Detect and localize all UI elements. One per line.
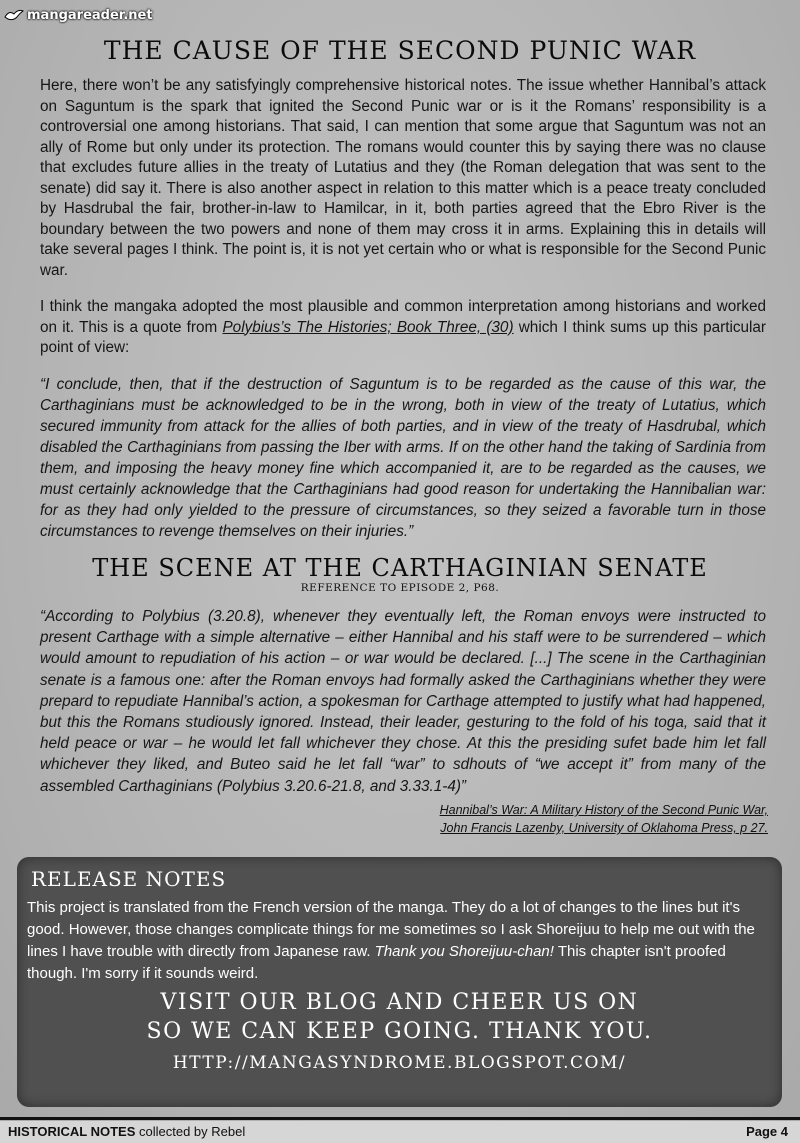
release-notes-body: This project is translated from the French version of the manga. They do a lot of changes to the lines but it's good. However, those changes complicate things for me sometimes so I ask Shoreijuu to help me out with the lines I have trouble with directly from Japanese raw. xyxy=(27,899,755,960)
footer-credit-author: collected by Rebel xyxy=(135,1124,246,1139)
blog-call-line: VISIT OUR BLOG AND CHEER US ON xyxy=(160,990,639,1015)
release-notes-box xyxy=(17,857,782,1107)
watermark xyxy=(4,4,153,26)
footer xyxy=(0,1121,800,1143)
blog-url-link[interactable]: HTTP://MANGASYNDROME.BLOGSPOT.COM/ xyxy=(172,1053,627,1073)
footer-divider xyxy=(0,1117,800,1120)
page-number: Page 4 xyxy=(746,1124,788,1139)
section-subtitle: REFERENCE TO EPISODE 2, P68. xyxy=(300,582,500,594)
citation-line: John Francis Lazenby, University of Oklahoma Press, p 27. xyxy=(440,821,768,835)
section-title-senate: THE SCENE AT THE CARTHAGINIAN SENATE xyxy=(92,554,708,582)
release-notes-text xyxy=(27,897,772,985)
polybius-reference-link[interactable]: Polybius’s The Histories; Book Three, (30) xyxy=(222,318,514,336)
paragraph-interpretation xyxy=(40,297,766,359)
release-notes-body: This chapter isn't proofed though. I'm sorry if it sounds weird. xyxy=(27,943,726,982)
bird-logo-icon xyxy=(4,8,24,22)
citation-line: Hannibal’s War: A Military History of the Second Punic War, xyxy=(439,803,768,817)
section-title-cause: THE CAUSE OF THE SECOND PUNIC WAR xyxy=(103,36,697,65)
footer-credit-title: HISTORICAL NOTES xyxy=(8,1124,136,1139)
paragraph-text: I think the mangaka adopted the most plausible and common interpretation among historians and worked on it. This is a quote from xyxy=(40,298,766,336)
release-notes-title: RELEASE NOTES xyxy=(31,867,227,891)
polybius-quote: “I conclude, then, that if the destruction of Saguntum is to be regarded as the cause of this war, the Carthaginians must be acknowledged to be in the wrong, both in view of the treaty of Lutatius, which secured immunity from attack for the allies of both parties, and in view of the treaty of Hasdrubal, which disabled the Carthaginians from passing the Iber with arms. If on the other hand the taking of Sardinia from them, and imposing the heavy money fine which accompanied it, are to be regarded as the causes, we must certainly acknowledge that the Carthaginians had good reason for undertaking the Hannibalian war: for as they had only yielded to the pressure of circumstances, so they seized a favorable turn in those circumstances to revenge themselves on their injuries.” xyxy=(40,376,766,540)
footer-credit xyxy=(8,1121,245,1143)
blog-call-line: SO WE CAN KEEP GOING. THANK YOU. xyxy=(146,1019,653,1044)
watermark-text: mangareader.net xyxy=(27,7,153,23)
paragraph-text: which I think sums up this particular point of view: xyxy=(40,318,767,356)
paragraph-intro: Here, there won’t be any satisfyingly comprehensive historical notes. The issue whether Hannibal’s attack on Saguntum is the spark that ignited the Second Punic war or is it the Romans’ responsibility is a controversial one among historians. That said, I can mention that some argue that Saguntum was not an ally of Rome but only under its protection. The romans would counter this by saying there was no clause that excludes future allies in the treaty of Lutatius and they (the Roman delegation that was sent to the senate) did say it. There is also another aspect in relation to this matter which is a peace treaty concluded by Hasdrubal the fair, brother-in-law to Hamilcar, in it, both parties agreed that the Ebro River is the boundary between the two powers and none of them may cross it in arms. Explaining this in details will take several pages I think. The point is, it is not yet certain who or what is responsible for the Second Punic war. xyxy=(40,77,766,279)
release-notes-thanks: Thank you Shoreijuu-chan! xyxy=(374,943,554,960)
lazenby-quote: “According to Polybius (3.20.8), whenever they eventually left, the Roman envoys were instructed to present Carthage with a simple alternative – either Hannibal and his staff were to be surrendered – which would amount to repudiation of his action – or war would be declared. [...] The scene in the Carthaginian senate is a famous one: after the Roman envoys had formally asked the Carthaginians whether they were prepard to repudiate Hannibal’s action, a spokesman for Carthage attempted to justify what had happened, but this the Romans studiously ignored. Instead, their leader, gesturing to the fold of his toga, said that it held peace or war – he would let fall whichever they chose. At this the presiding sufet bade him let fall whichever they liked, and Buteo said he let fall “war” to sdhouts of “we accept it” from many of the assembled Carthaginians (Polybius 3.20.6-21.8, and 3.33.1-4)” xyxy=(40,608,766,795)
